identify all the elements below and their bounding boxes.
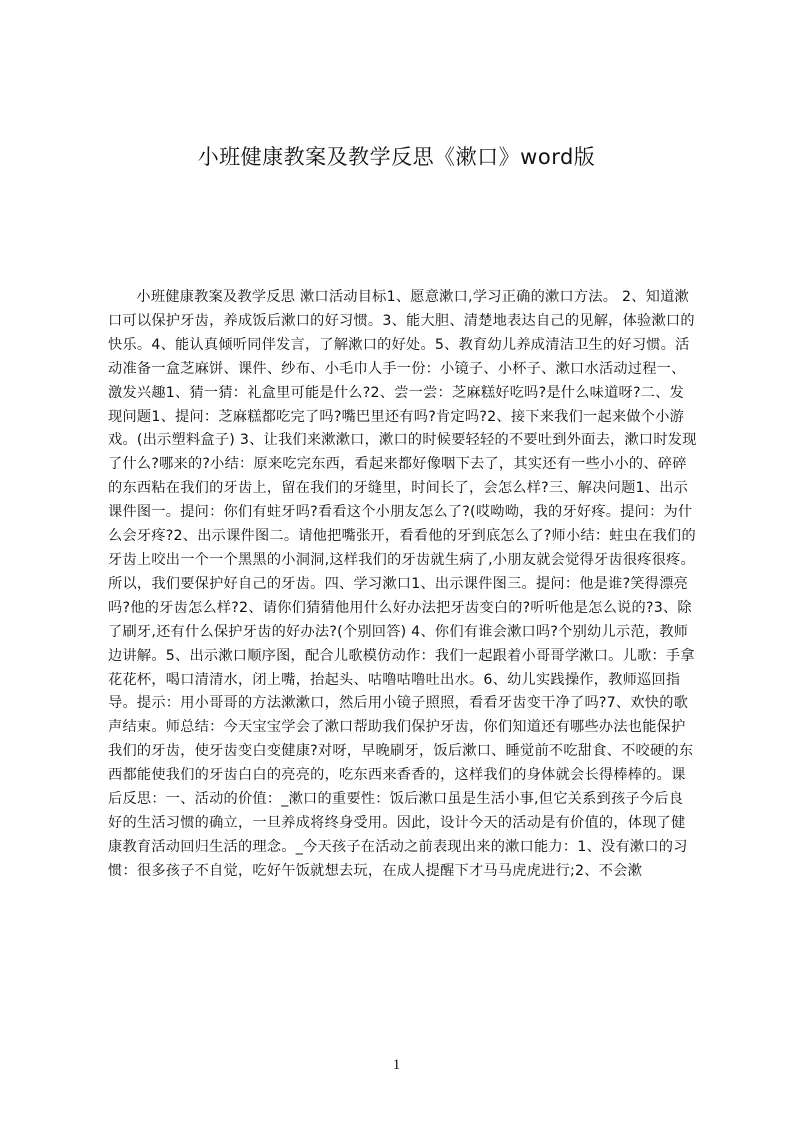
page-number: 1 <box>392 1057 401 1073</box>
document-body: 小班健康教案及教学反思 漱口活动目标1、愿意漱口,学习正确的漱口方法。 2、知道漱口可以保护牙齿，养成饭后漱口的好习惯。3、能大胆、清楚地表达自己的见解，体验漱口的快乐。4、能认真倾听同伴发言，了解漱口的好处。5、教育幼儿养成清洁卫生的好习惯。活动准备一盒芝麻饼、课件、纱布、小毛巾人手一份：小镜子、小杯子、漱口水活动过程一、激发兴趣1、猜一猜：礼盒里可能是什么?2、尝一尝：芝麻糕好吃吗?是什么味道呀?二、发现问题1、提问：芝麻糕都吃完了吗?嘴巴里还有吗?肯定吗?2、接下来我们一起来做个小游戏。(出示塑料盒子) 3、让我们来漱漱口，漱口的时候要轻轻的不要吐到外面去，漱口时发现了什么?哪来的?小结：原来吃完东西，看起来都好像咽下去了，其实还有一些小小的、碎碎的东西粘在我们的牙齿上，留在我们的牙缝里，时间长了，会怎么样?三、解决问题1、出示课件图一。提问：你们有蛀牙吗?看看这个小朋友怎么了?(哎呦呦，我的牙好疼。提问：为什么会牙疼?2、出示课件图二。请他把嘴张开，看看他的牙到底怎么了?师小结：蛀虫在我们的牙齿上咬出一个一个黑黑的小洞洞,这样我们的牙齿就生病了,小朋友就会觉得牙齿很疼很疼。所以，我们要保护好自己的牙齿。四、学习漱口1、出示课件图三。提问：他是谁?笑得漂亮吗?他的牙齿怎么样?2、请你们猜猜他用什么好办法把牙齿变白的?听听他是怎么说的?3、除了刷牙,还有什么保护牙齿的好办法?(个别回答) 4、你们有谁会漱口吗?个别幼儿示范，教师边讲解。5、出示漱口顺序图，配合儿歌模仿动作：我们一起跟着小哥哥学漱口。儿歌：手拿花花杯，喝口清清水，闭上嘴，抬起头、咕噜咕噜吐出水。6、幼儿实践操作，教师巡回指导。提示：用小哥哥的方法漱漱口，然后用小镜子照照，看看牙齿变干净了吗?7、欢快的歌声结束。师总结：今天宝宝学会了漱口帮助我们保护牙齿，你们知道还有哪些办法也能保护我们的牙齿，使牙齿变白变健康?对呀，早晚刷牙，饭后漱口、睡觉前不吃甜食、不咬硬的东西都能使我们的牙齿白白的亮亮的，吃东西来香香的，这样我们的身体就会长得棒棒的。课后反思：一、活动的价值：_漱口的重要性：饭后漱口虽是生活小事,但它关系到孩子今后良好的生活习惯的确立，一旦养成将终身受用。因此，设计今天的活动是有价值的，体现了健康教育活动回归生活的理念。_今天孩子在活动之前表现出来的漱口能力：1、没有漱口的习惯：很多孩子不自觉，吃好午饭就想去玩，在成人提醒下才马马虎虎进行;2、不会漱 <box>108 289 697 879</box>
document-title: 小班健康教案及教学反思《漱口》word版 <box>197 145 596 169</box>
